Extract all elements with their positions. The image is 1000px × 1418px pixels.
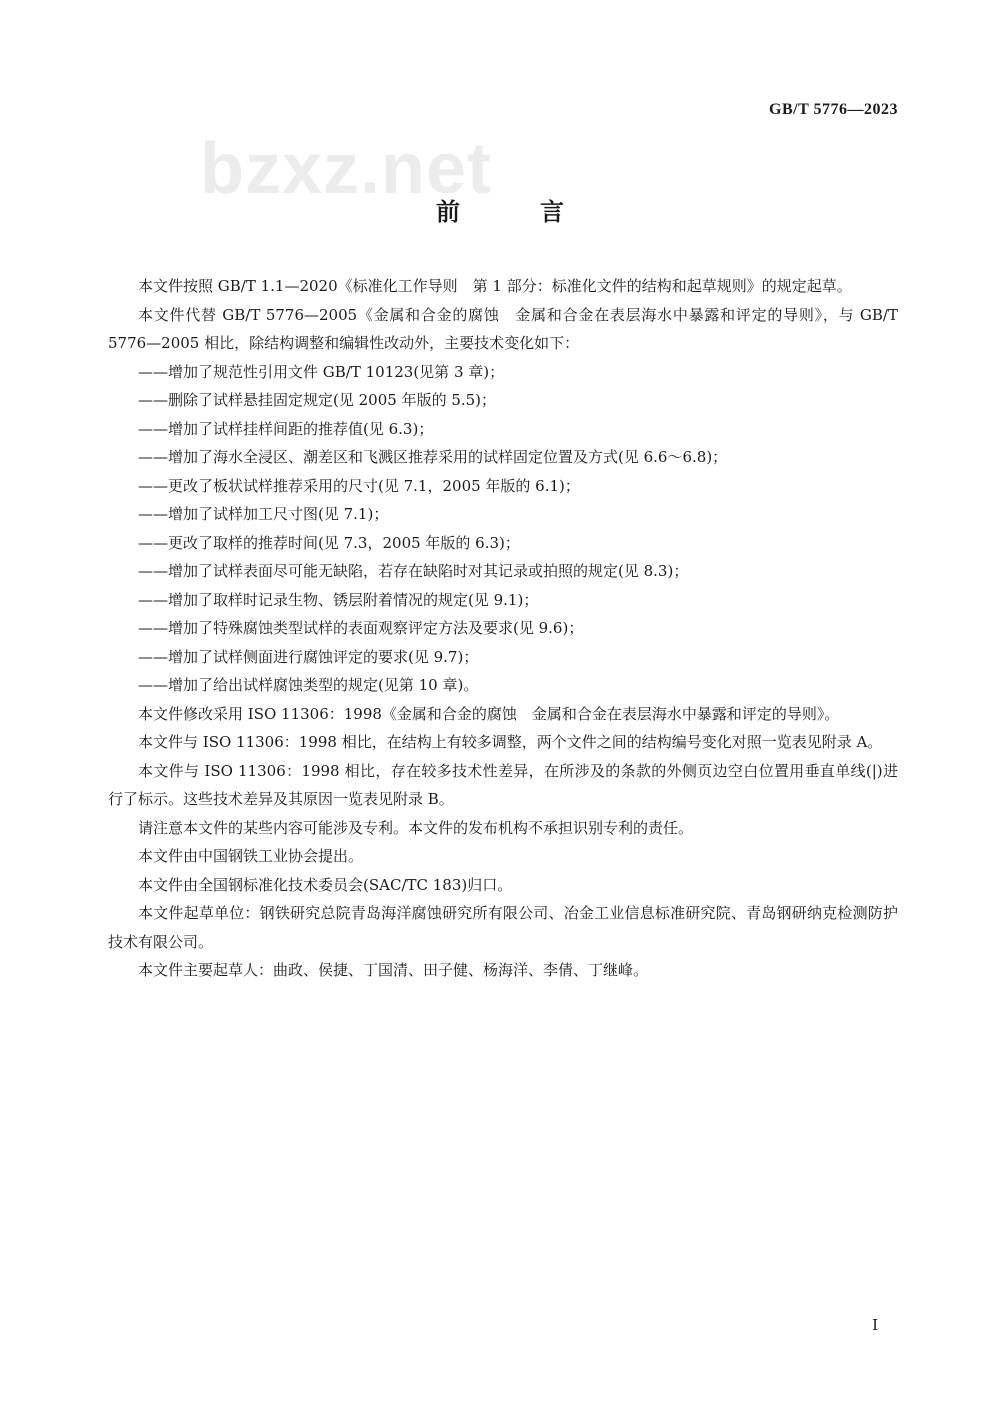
change-item: ——增加了给出试样腐蚀类型的规定(见第 10 章)。 <box>138 676 479 694</box>
page-title: 前 言 <box>436 198 592 226</box>
change-item: ——增加了特殊腐蚀类型试样的表面观察评定方法及要求(见 9.6)； <box>138 619 584 637</box>
paragraph: 本文件代替 GB/T 5776—2005《金属和合金的腐蚀 金属和合金在表层海水中暴露和评定的导则》，与 GB/T 5776—2005 相比，除结构调整和编辑性改动外，主要技术变化如下： <box>108 305 898 352</box>
paragraph: 本文件由全国钢标准化技术委员会(SAC/TC 183)归口。 <box>138 875 513 894</box>
change-item: ——增加了规范性引用文件 GB/T 10123(见第 3 章)； <box>138 362 505 381</box>
change-item: ——增加了取样时记录生物、锈层附着情况的规定(见 9.1)； <box>138 590 539 609</box>
paragraph: 本文件主要起草人：曲政、侯捷、丁国清、田子健、杨海洋、李倩、丁继峰。 <box>138 961 649 979</box>
paragraph: 本文件与 ISO 11306：1998 相比，在结构上有较多调整，两个文件之间的结构编号变化对照一览表见附录 A。 <box>138 733 883 751</box>
change-item: ——增加了试样表面尽可能无缺陷，若存在缺陷时对其记录或拍照的规定(见 8.3)； <box>138 562 689 580</box>
paragraph: 本文件与 ISO 11306：1998 相比，存在较多技术性差异，在所涉及的条款的外侧页边空白位置用垂直单线(|)进行了标示。这些技术差异及其原因一览表见附录 B。 <box>108 761 898 808</box>
change-item: ——增加了试样加工尺寸图(见 7.1)； <box>138 505 389 523</box>
change-item: ——增加了试样侧面进行腐蚀评定的要求(见 9.7)； <box>138 647 479 666</box>
paragraph: 本文件按照 GB/T 1.1—2020《标准化工作导则 第 1 部分：标准化文件的结构和起草规则》的规定起草。 <box>138 277 852 295</box>
document-body <box>108 272 898 985</box>
paragraph: 本文件修改采用 ISO 11306：1998《金属和合金的腐蚀 金属和合金在表层海水中暴露和评定的导则》。 <box>138 704 840 723</box>
paragraph: 本文件由中国钢铁工业协会提出。 <box>138 847 364 865</box>
paragraph: 请注意本文件的某些内容可能涉及专利。本文件的发布机构不承担识别专利的责任。 <box>138 818 694 837</box>
change-item: ——更改了取样的推荐时间(见 7.3，2005 年版的 6.3)； <box>138 533 520 552</box>
change-item: ——增加了海水全浸区、潮差区和飞溅区推荐采用的试样固定位置及方式(见 6.6～6.8)； <box>138 448 728 466</box>
standard-code: GB/T 5776—2023 <box>769 101 898 118</box>
change-item: ——增加了试样挂样间距的推荐值(见 6.3)； <box>138 419 434 438</box>
paragraph: 本文件起草单位：钢铁研究总院青岛海洋腐蚀研究所有限公司、冶金工业信息标准研究院、青岛钢研纳克检测防护技术有限公司。 <box>108 904 898 951</box>
change-item: ——删除了试样悬挂固定规定(见 2005 年版的 5.5)； <box>138 391 497 409</box>
page-number: I <box>872 1316 878 1334</box>
change-item: ——更改了板状试样推荐采用的尺寸(见 7.1，2005 年版的 6.1)； <box>138 476 580 495</box>
watermark: bzxz.net <box>200 129 493 209</box>
